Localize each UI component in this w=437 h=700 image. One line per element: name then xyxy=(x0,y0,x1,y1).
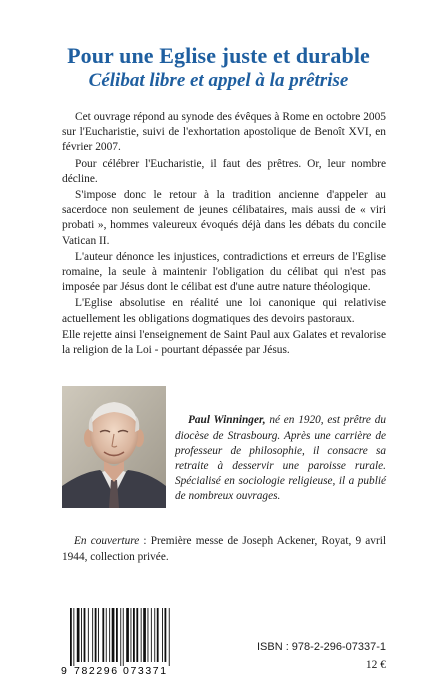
barcode-bar xyxy=(154,608,155,662)
author-bio xyxy=(175,413,386,504)
cover-credit xyxy=(62,533,386,565)
blurb-paragraph: L'auteur dénonce les injustices, contradictions et erreurs de l'Eglise romaine, la seule à maintenir l'obligation du célibat qui n'est pas imposée par Jésus dont le célibat est d'une autre nature théologique. xyxy=(62,250,386,294)
barcode-bar xyxy=(116,608,118,662)
cover-credit-label: En couverture xyxy=(74,535,140,548)
barcode-bar xyxy=(133,608,135,662)
barcode-bar xyxy=(84,608,86,662)
barcode-bar xyxy=(70,608,72,666)
barcode-bar xyxy=(92,608,93,662)
price: 12 € xyxy=(365,659,386,671)
barcode-bar xyxy=(162,608,163,662)
barcode xyxy=(60,606,178,676)
barcode-bar xyxy=(112,608,115,662)
author-photo xyxy=(62,386,166,508)
barcode-digits-right: 073371 xyxy=(123,665,168,676)
barcode-bar xyxy=(95,608,97,662)
barcode-bar xyxy=(169,608,170,666)
barcode-bar xyxy=(102,608,104,662)
blurb-paragraph: Cet ouvrage répond au synode des évêques à Rome en octobre 2005 sur l'Eucharistie, suivi de l'exhortation apostolique de Benoît XVI, en février 2007. xyxy=(62,111,386,154)
barcode-digit-first: 9 xyxy=(61,665,67,676)
barcode-bar xyxy=(151,608,152,662)
book-subtitle: Célibat libre et appel à la prêtrise xyxy=(88,70,349,91)
barcode-bars xyxy=(70,608,170,666)
isbn: ISBN : 978-2-296-07337-1 xyxy=(256,641,386,653)
barcode-bar xyxy=(81,608,82,662)
barcode-bar xyxy=(148,608,149,662)
barcode-bar xyxy=(131,608,132,662)
author-name: Paul Winninger, xyxy=(188,414,266,427)
blurb xyxy=(62,110,386,358)
barcode-bar xyxy=(143,608,146,662)
barcode-bar xyxy=(88,608,89,662)
barcode-bar xyxy=(141,608,142,662)
cover-credit-text: : Première messe de Joseph Ackener, Royat, 9 avril 1944, collection privée. xyxy=(62,535,386,564)
blurb-paragraph: Elle rejette ainsi l'enseignement de Saint Paul aux Galates et revalorise la religion de la Loi - pourtant dépassée par Jésus. xyxy=(62,328,386,357)
barcode-bar xyxy=(136,608,138,662)
barcode-bar xyxy=(120,608,121,666)
barcode-digits-left: 782296 xyxy=(74,665,119,676)
barcode-bar xyxy=(165,608,167,662)
blurb-paragraph: S'impose donc le retour à la tradition ancienne d'appeler au sacerdoce non seulement de jeunes célibataires, mais aussi de « viri probati », hommes valeureux évoqués déjà dans les débats du concile Vatican II. xyxy=(62,189,386,247)
barcode-bar xyxy=(126,608,129,662)
barcode-bar xyxy=(109,608,110,662)
barcode-bar xyxy=(98,608,99,662)
barcode-bar xyxy=(73,608,74,666)
blurb-paragraph: L'Eglise absolutise en réalité une loi canonique qui relativise actuellement les obligations dogmatiques des devoirs pastoraux. xyxy=(62,297,386,325)
book-title: Pour une Eglise juste et durable xyxy=(67,43,370,68)
blurb-paragraph: Pour célébrer l'Eucharistie, il faut des prêtres. Or, leur nombre décline. xyxy=(62,157,386,185)
barcode-bar xyxy=(123,608,124,666)
author-bio-text: né en 1920, est prêtre du diocèse de Strasbourg. Après une carrière de professeur de philosophie, il consacre sa retraite à desservir une paroisse rurale. Spécialisé en sociologie religieuse, il a publié de nombreux ouvrages. xyxy=(175,414,386,503)
author-portrait-image xyxy=(62,386,166,508)
barcode-bar xyxy=(106,608,107,662)
barcode-bar xyxy=(157,608,159,662)
barcode-bar xyxy=(77,608,80,662)
